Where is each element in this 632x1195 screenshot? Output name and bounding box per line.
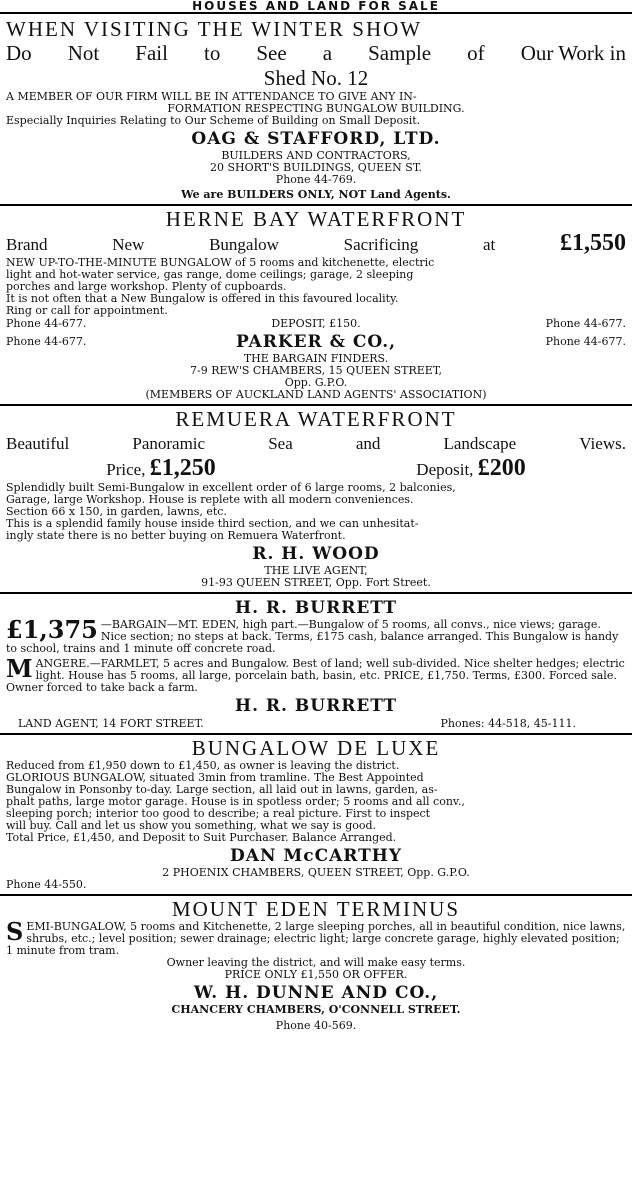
ad1-body-2: FORMATION RESPECTING BUNGALOW BUILDING. [167, 102, 465, 115]
ad1-subhead-line1: Do Not Fail to See a Sample of Our Work in [6, 41, 626, 65]
ad2-body-4: It is not often that a New Bungalow is offered in this favoured locality. [6, 292, 399, 305]
ad2-subhead: Brand New Bungalow Sacrificing at £1,550 [6, 230, 626, 256]
ad-herne-bay [0, 206, 632, 406]
ad4-listing-1: £1,375 —BARGAIN—MT. EDEN, high part.—Bungalow of 5 rooms, all convs., nice views; garage. Nice section; no steps at back. Terms, £175 cash, balance arranged. This Bungalow is handy to school, trains and 1 minute off concrete road. [6, 615, 619, 655]
ad5-body-5: sleeping porch; interior too good to describe; a real picture. First to inspect [6, 807, 431, 820]
ad5-body-2: GLORIOUS BUNGALOW, situated 3min from tramline. The Best Appointed [6, 771, 424, 784]
ad2-addr-3: Opp. G.P.O. [284, 376, 348, 389]
ad2-price: £1,550 [559, 230, 626, 256]
ad5-phone: Phone 44-550. [6, 878, 87, 891]
ad3-body-5: ingly state there is no better buying on Remuera Waterfront. [6, 529, 346, 542]
ad5-body-7: Total Price, £1,450, and Deposit to Suit Purchaser. Balance Arranged. [6, 831, 397, 844]
ad3-body-2: Garage, large Workshop. House is replete with all modern conveniences. [6, 493, 414, 506]
ad-mount-eden [0, 896, 632, 1035]
ad3-address: 91-93 QUEEN STREET, Opp. Fort Street. [201, 576, 431, 589]
ad5-headline: BUNGALOW DE LUXE [191, 736, 441, 760]
ad4-footer: LAND AGENT, 14 FORT STREET. Phones: 44-518, 45-111. [18, 717, 576, 730]
ad6-phone: Phone 40-569. [275, 1019, 357, 1032]
ad6-price: PRICE ONLY £1,550 OR OFFER. [224, 968, 408, 981]
ad1-shed: Shed No. 12 [263, 66, 369, 90]
ad1-body-3: Especially Inquiries Relating to Our Scheme of Building on Small Deposit. [6, 114, 421, 127]
ad1-footer: We are BUILDERS ONLY, NOT Land Agents. [181, 188, 451, 201]
ad5-body-4: phalt paths, large motor garage. House is in spotless order; 5 rooms and all conv., [6, 795, 465, 808]
ad4-firm-top: H. R. BURRETT [235, 598, 397, 618]
ad2-phone-row-1: Phone 44-677. DEPOSIT, £150. Phone 44-677. [6, 317, 626, 330]
ad3-firm: R. H. WOOD [252, 544, 380, 564]
ad1-subhead [6, 41, 626, 91]
ad5-address: 2 PHOENIX CHAMBERS, QUEEN STREET, Opp. G.P.O. [162, 866, 470, 879]
ad1-headline: WHEN VISITING THE WINTER SHOW [6, 17, 423, 41]
ad2-body-2: light and hot-water service, gas range, dome ceilings; garage, 2 sleeping [6, 268, 414, 281]
ad1-firm: OAG & STAFFORD, LTD. [191, 129, 441, 149]
ad6-firm: W. H. DUNNE AND CO., [193, 983, 439, 1003]
ad2-body-5: Ring or call for appointment. [6, 304, 168, 317]
ad6-owner: Owner leaving the district, and will make easy terms. [166, 956, 466, 969]
ad3-deposit: £200 [477, 455, 526, 481]
ad2-firm: PARKER & CO., [235, 332, 397, 352]
ad4-listing-2: MANGERE.—FARMLET, 5 acres and Bungalow. Best of land; well sub-divided. Nice shelter hedges; electric light. House has 5 rooms, all large, porcelain bath, basin, etc. PRICE, £1,750. Terms, £300. Forced sale. Owner forced to take back a farm. [6, 654, 625, 694]
ad6-headline: MOUNT EDEN TERMINUS [171, 897, 461, 921]
ad2-addr-4: (MEMBERS OF AUCKLAND LAND AGENTS' ASSOCIATION) [145, 388, 487, 401]
ad-bungalow-de-luxe [0, 735, 632, 896]
ad6-address: CHANCERY CHAMBERS, O'CONNELL STREET. [171, 1003, 461, 1016]
ad4-firm-bottom: H. R. BURRETT [235, 696, 397, 716]
ad5-body-6: will buy. Call and let us show you something, what we say is good. [6, 819, 377, 832]
ad3-headline: REMUERA WATERFRONT [175, 407, 457, 431]
ad-winter-show [0, 16, 632, 206]
ad3-body-1: Splendidly built Semi-Bungalow in excellent order of 6 large rooms, 2 balconies, [6, 481, 456, 494]
ad2-firm-row: Phone 44-677. PARKER & CO., Phone 44-677. [6, 332, 626, 352]
ad3-price: £1,250 [149, 455, 216, 481]
ad1-body-1: A MEMBER OF OUR FIRM WILL BE IN ATTENDANCE TO GIVE ANY IN- [6, 90, 417, 103]
ad3-subhead: Beautiful Panoramic Sea and Landscape Views. Price, £1,250 Deposit, £200 [6, 434, 626, 481]
ad5-body-1: Reduced from £1,950 down to £1,450, as owner is leaving the district. [6, 759, 400, 772]
ad3-body-4: This is a splendid family house inside third section, and we can unhesitat- [6, 517, 419, 530]
ad2-addr-1: THE BARGAIN FINDERS. [243, 352, 389, 365]
ad1-addr-2: 20 SHORT'S BUILDINGS, QUEEN ST. [209, 161, 423, 174]
ad5-firm: DAN McCARTHY [230, 846, 402, 866]
ad3-agent: THE LIVE AGENT, [264, 564, 368, 577]
ad2-headline: HERNE BAY WATERFRONT [165, 207, 467, 231]
ad-burrett [0, 594, 632, 735]
ad3-body-3: Section 66 x 150, in garden, lawns, etc. [6, 505, 227, 518]
ad1-addr-3: Phone 44-769. [275, 173, 357, 186]
ad1-addr-1: BUILDERS AND CONTRACTORS, [221, 149, 411, 162]
ad6-body: SEMI-BUNGALOW, 5 rooms and Kitchenette, 2 large sleeping porches, all in beautiful condition, nice lawns, shrubs, etc.; level position; sewer drainage; electric light; large concrete garage, highly elevated position; 1 minute from tram. [6, 917, 626, 957]
ad2-body-1: NEW UP-TO-THE-MINUTE BUNGALOW of 5 rooms and kitchenette, electric [6, 256, 435, 269]
ad-remuera [0, 406, 632, 594]
section-header: HOUSES AND LAND FOR SALE [0, 0, 632, 14]
ad4-price-1: £1,375 [6, 615, 98, 644]
ad2-addr-2: 7-9 REW'S CHAMBERS, 15 QUEEN STREET, [189, 364, 443, 377]
ad5-body-3: Bungalow in Ponsonby to-day. Large section, all laid out in lawns, garden, as- [6, 783, 438, 796]
ad2-body-3: porches and large workshop. Plenty of cupboards. [6, 280, 287, 293]
